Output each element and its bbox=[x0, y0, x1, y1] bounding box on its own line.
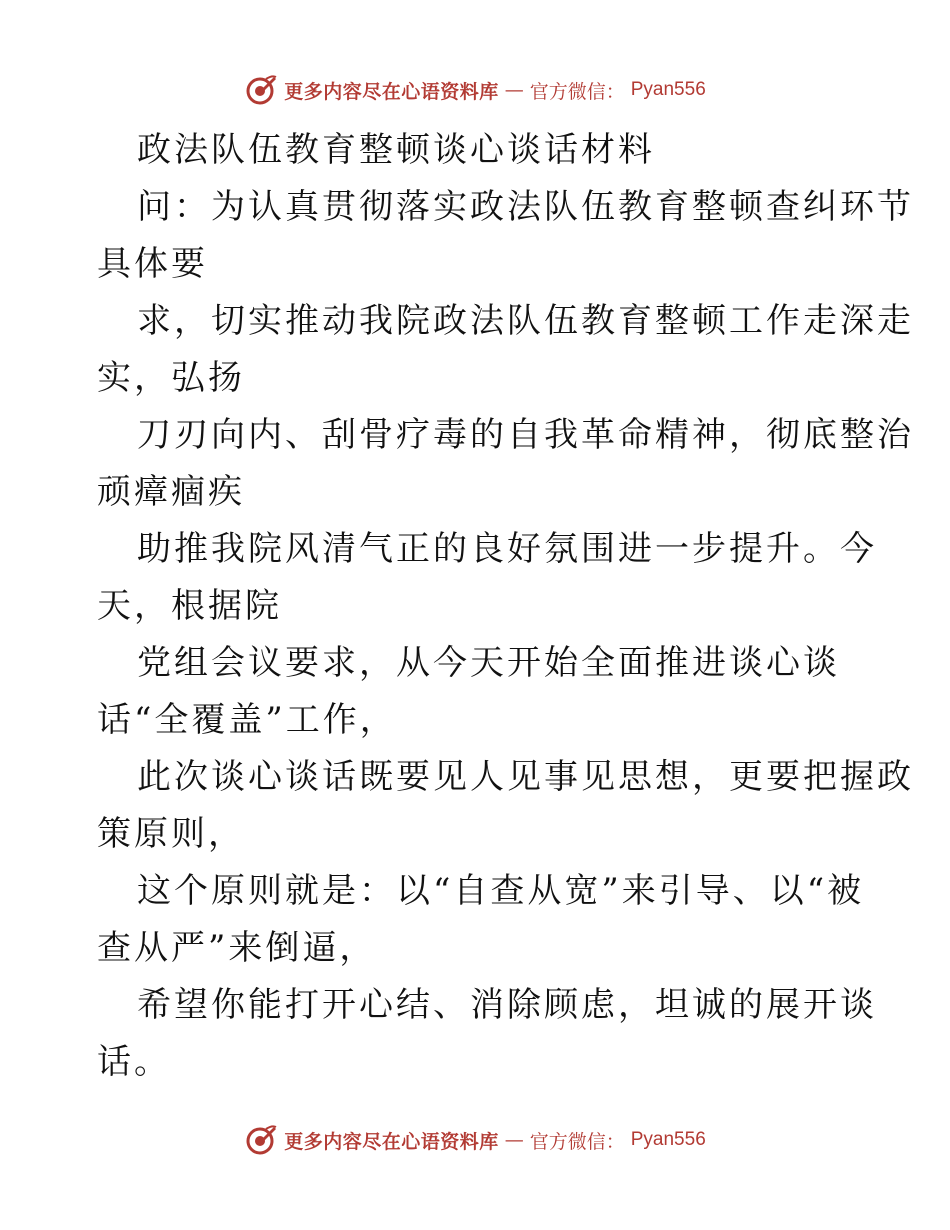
banner-wechat-label: 官方微信： bbox=[529, 80, 625, 103]
quill-seal-icon bbox=[244, 1123, 278, 1157]
paragraph-line: 问：为认真贯彻落实政法队伍教育整顿查纠环节 bbox=[137, 187, 914, 227]
paragraph-line: 顽瘴痼疾 bbox=[97, 472, 245, 512]
paragraph-line: 助推我院风清气正的良好氛围进一步提升。今 bbox=[137, 529, 877, 569]
paragraph-line: 实，弘扬 bbox=[97, 358, 245, 398]
header-banner bbox=[0, 70, 950, 110]
banner-wechat-id: Pyan556 bbox=[630, 79, 706, 100]
banner-wechat-id: Pyan556 bbox=[630, 1129, 706, 1150]
paragraph-line: 求，切实推动我院政法队伍教育整顿工作走深走 bbox=[137, 301, 914, 341]
paragraph-line: 话“全覆盖”工作， bbox=[97, 700, 397, 740]
paragraph-line: 此次谈心谈话既要见人见事见思想，更要把握政 bbox=[137, 757, 914, 797]
paragraph-line: 具体要 bbox=[97, 244, 208, 284]
banner-text: 更多内容尽在心语资料库 bbox=[284, 80, 499, 103]
banner-wechat-label: 官方微信： bbox=[529, 1130, 625, 1153]
banner-dash: — bbox=[504, 79, 524, 101]
paragraph-line: 天，根据院 bbox=[97, 586, 282, 626]
paragraph-line: 策原则， bbox=[97, 814, 245, 854]
quill-seal-icon bbox=[244, 73, 278, 107]
document-title: 政法队伍教育整顿谈心谈话材料 bbox=[137, 130, 655, 170]
paragraph-line: 刀刃向内、刮骨疗毒的自我革命精神，彻底整治 bbox=[137, 415, 914, 455]
paragraph-line: 话。 bbox=[97, 1042, 171, 1082]
banner-text: 更多内容尽在心语资料库 bbox=[284, 1130, 499, 1153]
footer-banner bbox=[0, 1120, 950, 1160]
banner-dash: — bbox=[504, 1129, 524, 1151]
paragraph-line: 希望你能打开心结、消除顾虑，坦诚的展开谈 bbox=[137, 985, 877, 1025]
paragraph-line: 这个原则就是：以“自查从宽”来引导、以“被 bbox=[137, 871, 865, 911]
document-body bbox=[97, 122, 914, 1091]
paragraph-line: 查从严”来倒逼， bbox=[97, 928, 377, 968]
paragraph-line: 党组会议要求，从今天开始全面推进谈心谈 bbox=[137, 643, 840, 683]
